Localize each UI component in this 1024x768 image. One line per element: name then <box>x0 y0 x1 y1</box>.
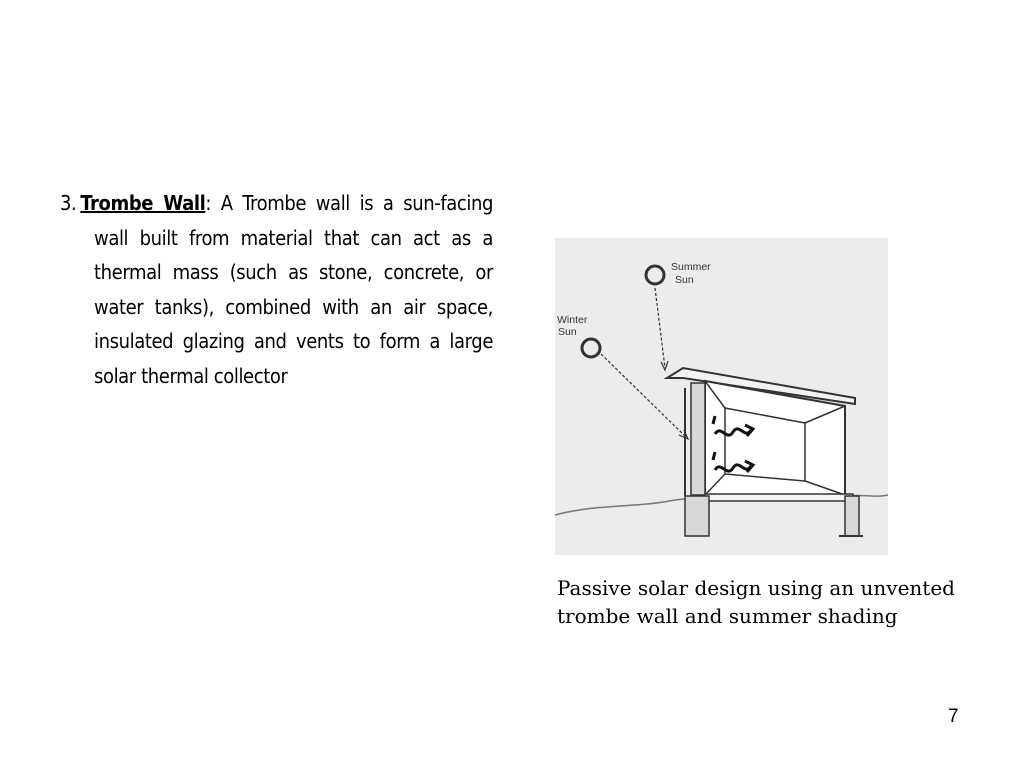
summer-sun-icon <box>646 266 664 284</box>
page-number: 7 <box>948 706 959 727</box>
trombe-wall-diagram <box>555 238 888 555</box>
summer-sun-label-2: Sun <box>675 274 694 286</box>
right-foundation <box>845 496 859 536</box>
summer-sun-label-1: Summer <box>671 261 711 273</box>
bullet-term: Trombe Wall <box>80 191 206 215</box>
trombe-wall-mass <box>691 383 705 495</box>
summer-sun-ray <box>655 288 665 368</box>
winter-sun-label-1: Winter <box>557 314 588 326</box>
floor-slab <box>693 494 853 501</box>
trombe-wall-bullet <box>60 186 493 393</box>
winter-sun-label-2: Sun <box>558 326 577 338</box>
winter-sun-ray <box>601 354 687 438</box>
figure-caption: Passive solar design using an unvented trombe wall and summer shading <box>557 576 955 628</box>
bullet-text: : A Trombe wall is a sun-facing wall built from material that can act as a thermal mass (such as stone, concrete, or water tanks), combined with an air space, insulated glazing and vents to form a large solar thermal collector <box>94 191 493 388</box>
winter-sun-icon <box>582 339 600 357</box>
bullet-number: 3. <box>60 191 77 215</box>
left-foundation <box>685 496 709 536</box>
